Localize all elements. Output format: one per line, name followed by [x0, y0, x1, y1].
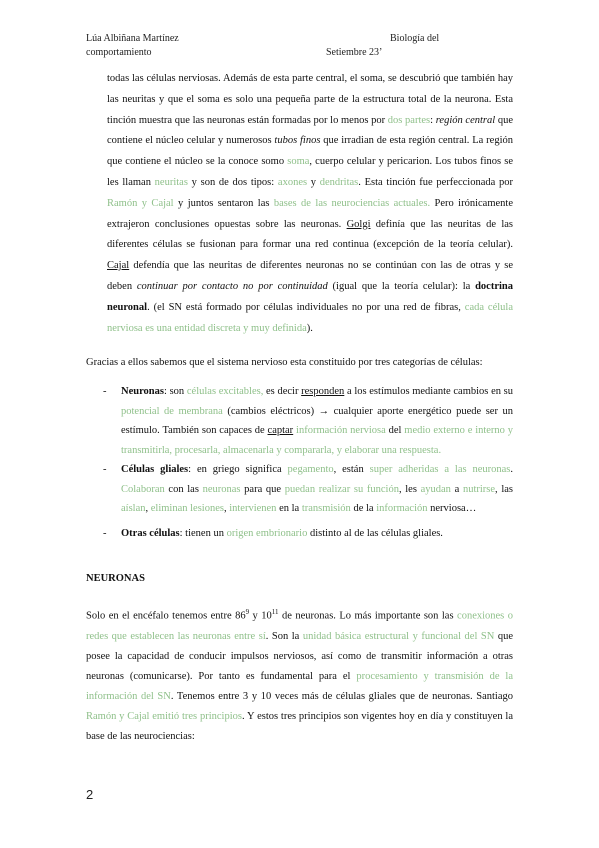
text-run-p1-t13: (igual que la teoría celular): la [327, 280, 476, 292]
text-run-p1-t6: y son de dos tipos: [187, 176, 278, 188]
section-heading: NEURONAS [86, 573, 145, 584]
text-run-bullets-b3-t1: : tienen un [179, 528, 227, 539]
list-item-otras-celulas [121, 526, 513, 541]
text-run-p3-t3: de neuronas. Lo más importante son las [278, 610, 458, 622]
text-run-bullets-b1-t4: (cambios eléctricos) [222, 405, 319, 417]
text-run-bullets-b2-t9: , [145, 503, 151, 514]
text-run-bullets-b2-t3: . [510, 464, 514, 475]
text-run-bullets-b2-g12: información [376, 503, 428, 514]
text-run-p1-g1: dos partes [387, 114, 431, 126]
text-run-p1-u2: Cajal [107, 260, 130, 272]
text-run-p1-t14: . (el SN está formado por células individuales no por una red de fibras, [147, 301, 465, 313]
text-run-bullets-b2-t13: nerviosa… [427, 503, 477, 514]
text-run-bullets-b2-t6: , les [398, 483, 421, 495]
text-run-bullets-b2-t1: : en griego significa [188, 464, 288, 475]
text-run-bullets-b3-title: Otras células [121, 528, 180, 539]
text-run-bullets-b1-t2: es decir [263, 386, 302, 397]
text-run-p1-g8: cada célula nerviosa es una entidad discreta y muy definida [107, 301, 514, 334]
text-run-bullets-b1-g2: potencial de membrana [121, 405, 223, 417]
superscript-exponent: 11 [271, 608, 279, 616]
text-run-p1-t4: que irradian de esta región central. La región que contiene el núcleo se la conoce somo [107, 135, 513, 168]
paragraph-golgi-staining [107, 69, 513, 339]
bullet-marker: - [103, 528, 107, 539]
text-run-p3-t1: Solo en el encéfalo tenemos entre 86 [86, 610, 246, 622]
text-run-bullets-b1-g1: células excitables, [186, 386, 264, 397]
text-run-bullets-b2-t10: , [223, 503, 230, 514]
text-run-p1-i2: tubos finos [274, 135, 321, 147]
text-run-bullets-b1-u1: responden [301, 386, 345, 397]
superscript-exponent: 9 [245, 608, 250, 616]
text-run-bullets-b1-t7: del [385, 425, 405, 436]
list-item-celulas-gliales [121, 460, 513, 519]
paragraph-cell-categories: Gracias a ellos sabemos que el sistema nervioso esta constituido por tres categorías de células: [86, 357, 483, 368]
header-course: comportamiento [86, 47, 152, 58]
bullet-marker: - [103, 464, 107, 475]
text-run-p3-t4: . Son la [265, 630, 303, 642]
text-run-bullets-b2-g5: puedan realizar su función [284, 483, 399, 495]
text-run-p3-g4: Ramón y Cajal emitió tres principios [86, 710, 242, 722]
text-run-bullets-b2-title: Células gliales [121, 464, 189, 475]
text-run-bullets-b2-g2: super adheridas a las neuronas [369, 464, 511, 475]
text-run-p1-g7: bases de las neurociencias actuales. [273, 197, 431, 209]
text-run-bullets-b3-t2: distinto al de las células gliales. [307, 528, 443, 539]
text-run-p3-g3: procesamiento y transmisión de la información del SN [86, 670, 513, 702]
text-run-bullets-b2-t5: para que [240, 483, 285, 495]
text-run-p1-t10: Pero irónicamente extrajeron conclusiones opuestas sobre las neuronas. [107, 197, 513, 230]
text-run-p1-t5: , cuerpo celular y pericarion. Los tubos finos se les llaman [107, 156, 513, 188]
text-run-bullets-b2-t12: de la [350, 503, 377, 514]
text-run-p1-i3: continuar por contacto no por continuidad [136, 280, 328, 292]
text-run-bullets-b1-t5: cualquier aporte energético puede ser un estímulo. También son capaces de [121, 405, 513, 436]
text-run-bullets-b1-g3: información nerviosa [296, 425, 386, 436]
text-run-p1-t15: ). [306, 322, 313, 334]
text-run-bullets-b2-g6: ayudan [420, 483, 451, 495]
bullet-marker: - [103, 386, 107, 397]
text-run-p3-t5: que posee la capacidad de conducir impulsos nerviosos, así como de transmitir información a otras neuronas (comunicarse). Por tanto es fundamental para el [86, 630, 513, 682]
text-run-bullets-b1-t3: a los estímulos mediante cambios en su [344, 386, 514, 397]
text-run-p1-t11: definía que las neuritas de las diferentes células se fusionan para formar una red continua (excepción de la teoría celular). [107, 218, 513, 251]
text-run-p1-t9: y juntos sentaron las [173, 197, 274, 209]
header-author: Lúa Albiñana Martínez [86, 33, 179, 44]
text-run-bullets-b1-t1: : son [163, 386, 187, 397]
text-run-p3-t2: y 10 [249, 610, 272, 622]
text-run-p1-b1: doctrina neuronal [107, 280, 514, 313]
text-run-bullets-b2-g3: Colaboran [121, 483, 165, 495]
text-run-p3-g2: unidad básica estructural y funcional del SN [302, 630, 495, 642]
text-run-bullets-b2-t8: , las [495, 483, 513, 495]
text-run-bullets-b1-g4: medio externo e interno y transmitirla, procesarla, almacenarla y compararla, y elaborar una respuesta. [121, 425, 514, 456]
text-run-p1-g3: neuritas [154, 176, 188, 188]
arrow-icon: → [318, 405, 330, 417]
text-run-p3-t6: . Tenemos entre 3 y 10 veces más de células gliales que de neuronas. Santiago [170, 690, 513, 702]
text-run-p1-g5: dendritas [319, 176, 359, 188]
text-run-bullets-b2-g10: intervienen [229, 503, 277, 514]
text-run-bullets-b2-g1: pegamento [287, 464, 334, 475]
text-run-bullets-b2-g8: aíslan [121, 503, 146, 514]
text-run-p1-t2: : [430, 114, 436, 126]
text-run-p3-g1: conexiones o redes que establecen las neuronas entre sí [86, 610, 513, 642]
text-run-bullets-b1-u2: captar [267, 425, 294, 436]
text-run-p3-t7: . Y estos tres principios son vigentes hoy en día y constituyen la base de las neurociencias: [86, 710, 513, 742]
text-run-bullets-b2-t7: a [450, 483, 463, 495]
text-run-bullets-b2-g11: transmisión [301, 503, 351, 514]
page-number: 2 [86, 787, 94, 802]
text-run-p1-t12: defendía que las neuritas de diferentes neuronas no se continúan con las de otras y se deben [107, 260, 513, 292]
text-run-p1-t1: todas las células nerviosas. Además de esta parte central, el soma, se descubrió que también hay las neuritas y que el soma es solo una pequeña parte de la estructura total de la neurona. Esta tinción muestra que las neuronas están formadas por lo menos por [107, 73, 513, 126]
text-run-bullets-b2-g4: neuronas [202, 483, 241, 495]
text-run-bullets-b2-g9: eliminan lesiones [150, 503, 224, 514]
text-run-p1-t3: que contiene el núcleo celular y numerosos [107, 114, 514, 147]
text-run-p1-u1: Golgi [346, 218, 371, 230]
paragraph-neuronas [86, 602, 513, 747]
text-run-p1-i1: región central [435, 114, 496, 126]
text-run-p1-t7: y [307, 176, 320, 188]
text-run-bullets-b1-title: Neuronas [121, 386, 164, 397]
text-run-p1-g2: soma [287, 156, 310, 168]
text-run-bullets-b2-g7: nutrirse [462, 483, 496, 495]
text-run-bullets-b2-t2: , están [333, 464, 370, 475]
text-run-p1-t8: . Esta tinción fue perfeccionada por [358, 176, 513, 188]
text-run-bullets-b3-g1: origen embrionario [226, 528, 308, 539]
text-run-bullets-b2-t4: con las [164, 483, 203, 495]
list-item-neuronas [121, 382, 513, 460]
text-run-p1-g4: axones [277, 176, 308, 188]
text-run-bullets-b2-t11: en la [276, 503, 302, 514]
header-subject: Biología del [390, 33, 440, 44]
header-date: Setiembre 23’ [326, 47, 383, 58]
text-run-p1-g6: Ramón y Cajal [107, 197, 174, 209]
